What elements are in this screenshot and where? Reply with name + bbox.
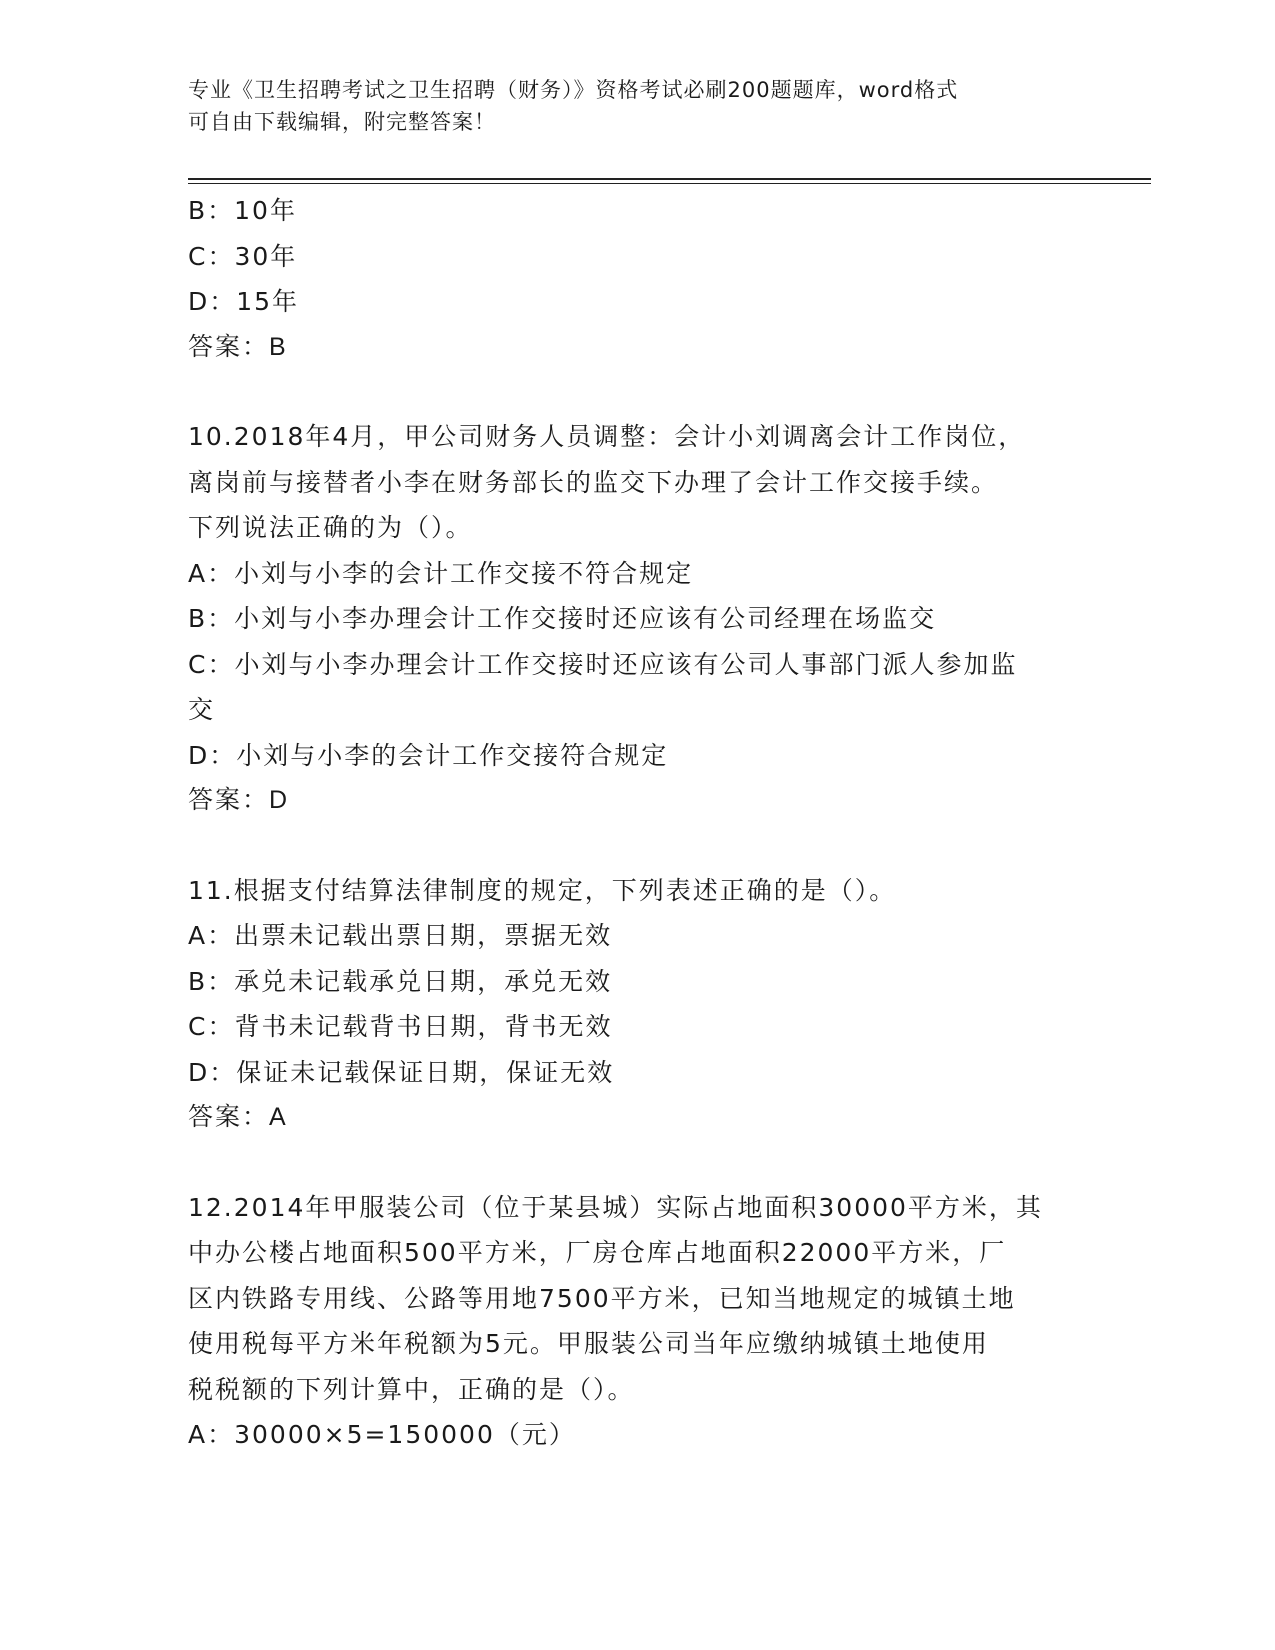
option-line: B：10年 bbox=[188, 196, 297, 225]
question-stem: 11.根据支付结算法律制度的规定，下列表述正确的是（）。 bbox=[188, 875, 897, 905]
option-line: C：30年 bbox=[188, 241, 298, 271]
question-stem: 离岗前与接替者小李在财务部长的监交下办理了会计工作交接手续。 bbox=[188, 467, 999, 497]
document-header bbox=[188, 74, 1068, 138]
header-rule bbox=[188, 178, 1151, 180]
option-line: A：小刘与小李的会计工作交接不符合规定 bbox=[188, 558, 694, 588]
option-line: B：承兑未记载承兑日期，承兑无效 bbox=[188, 966, 613, 996]
document-body bbox=[188, 188, 1088, 1458]
answer-line: 答案：B bbox=[188, 332, 288, 361]
option-line: C：小刘与小李办理会计工作交接时还应该有公司人事部门派人参加监 bbox=[188, 649, 1018, 679]
question-stem: 税税额的下列计算中，正确的是（）。 bbox=[188, 1374, 635, 1404]
header-line-1: 专业《卫生招聘考试之卫生招聘（财务）》资格考试必刷200题题库，word格式 bbox=[188, 78, 959, 102]
question-10 bbox=[188, 414, 1088, 824]
option-line: A：30000×5=150000（元） bbox=[188, 1420, 576, 1449]
option-line: D：小刘与小李的会计工作交接符合规定 bbox=[188, 740, 669, 770]
answer-line: 答案：D bbox=[188, 786, 290, 814]
answer-line: 答案：A bbox=[188, 1103, 288, 1131]
option-line: D：保证未记载保证日期，保证无效 bbox=[188, 1057, 615, 1087]
option-line: D：15年 bbox=[188, 287, 300, 316]
option-line: B：小刘与小李办理会计工作交接时还应该有公司经理在场监交 bbox=[188, 604, 937, 633]
header-line-2: 可自由下载编辑，附完整答案！ bbox=[188, 110, 496, 134]
option-line: 交 bbox=[188, 695, 216, 724]
option-line: C：背书未记载背书日期，背书无效 bbox=[188, 1012, 613, 1041]
question-stem: 中办公楼占地面积500平方米，厂房仓库占地面积22000平方米，厂 bbox=[188, 1238, 1007, 1267]
question-11 bbox=[188, 868, 1088, 1141]
question-stem: 区内铁路专用线、公路等用地7500平方米，已知当地规定的城镇土地 bbox=[188, 1283, 1016, 1313]
question-stem: 使用税每平方米年税额为5元。甲服装公司当年应缴纳城镇土地使用 bbox=[188, 1329, 989, 1358]
question-stem: 10.2018年4月，甲公司财务人员调整：会计小刘调离会计工作岗位， bbox=[188, 422, 1026, 451]
header-rule-thin bbox=[188, 183, 1151, 184]
question-12 bbox=[188, 1185, 1088, 1458]
question-stem: 12.2014年甲服装公司（位于某县城）实际占地面积30000平方米，其 bbox=[188, 1192, 1043, 1222]
question-stem: 下列说法正确的为（）。 bbox=[188, 513, 473, 542]
option-line: A：出票未记载出票日期，票据无效 bbox=[188, 921, 613, 950]
